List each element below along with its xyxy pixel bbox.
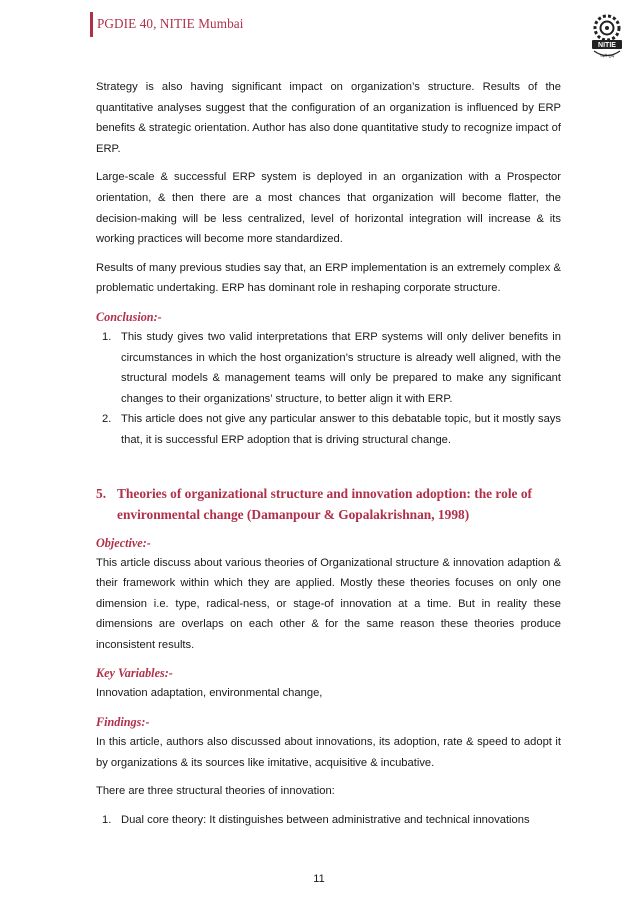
list-item-text: This study gives two valid interpretations that ERP systems will only deliver benefits in circumstances in which the host organization’s structure is already well aligned, with the structural models & management teams will only be prepared to make any significant changes to their organizations’ structure, to better align it with ERP. [121,330,561,405]
logo-label: NITIE [598,42,616,50]
page-number: 11 [313,873,325,885]
paragraph: There are three structural theories of innovation: [96,785,335,798]
nitie-logo-icon [584,8,630,62]
paragraph: In this article, authors also discussed about innovations, its adoption, rate & speed to adopt it by organizations & its sources like imitative, acquisitive & incubative. [96,736,561,769]
paragraph: Large-scale & successful ERP system is deployed in an organization with a Prospector orientation, & then there are a most chances that organization will become flatter, the decision-making will be less centralized, level of horizontal integration will increase & its working practices will become more standardized. [96,171,561,246]
list-number: 2. [102,413,112,426]
conclusion-heading: Conclusion:- [96,309,162,324]
paragraph: Innovation adaptation, environmental change, [96,687,323,700]
list-number: 1. [102,813,112,826]
paragraph: This article discuss about various theories of Organizational structure & innovation adaption & their framework within which they are applied. Mostly these theories focuses on only one dimension i.e. type, radical-ness, or stage-of innovation at a time. But in reality these dimensions are overlaps on each other & for the same reason these theories produce inconsistent results. [96,556,561,651]
section-number: 5. [96,485,107,501]
objective-heading: Objective:- [96,535,151,550]
findings-heading: Findings:- [96,715,150,730]
main-content [96,77,561,830]
section-title: Theories of organizational structure and innovation adoption: the role of environmental change (Damanpour & Gopalakrishnan, 1998) [117,485,532,522]
section-heading [96,483,561,525]
paragraph: Results of many previous studies say that, an ERP implementation is an extremely complex & problematic undertaking. ERP has dominant role in reshaping corporate structure. [96,261,561,295]
list-item [96,409,561,450]
list-number: 1. [102,330,112,343]
list-item [96,327,561,409]
logo-sub-label: नाइटी मुंबई [599,54,615,58]
paragraph: Strategy is also having significant impact on organization’s structure. Results of the quantitative analyses suggest that the configuration of an organization is influenced by ERP benefits & strategic orientation. Author has also done quantitative study to recognize impact of ERP. [96,81,561,155]
list-item-text: Dual core theory: It distinguishes between administrative and technical innovations [121,813,530,826]
header-accent-bar [90,12,93,37]
header-title: PGDIE 40, NITIE Mumbai [97,16,244,31]
conclusion-list [96,327,561,451]
list-item-text: This article does not give any particular answer to this debatable topic, but it mostly says that, it is successful ERP adoption that is driving structural change. [121,413,561,446]
list-item [96,810,561,831]
key-variables-heading: Key Variables:- [96,666,173,681]
theory-list [96,810,561,831]
